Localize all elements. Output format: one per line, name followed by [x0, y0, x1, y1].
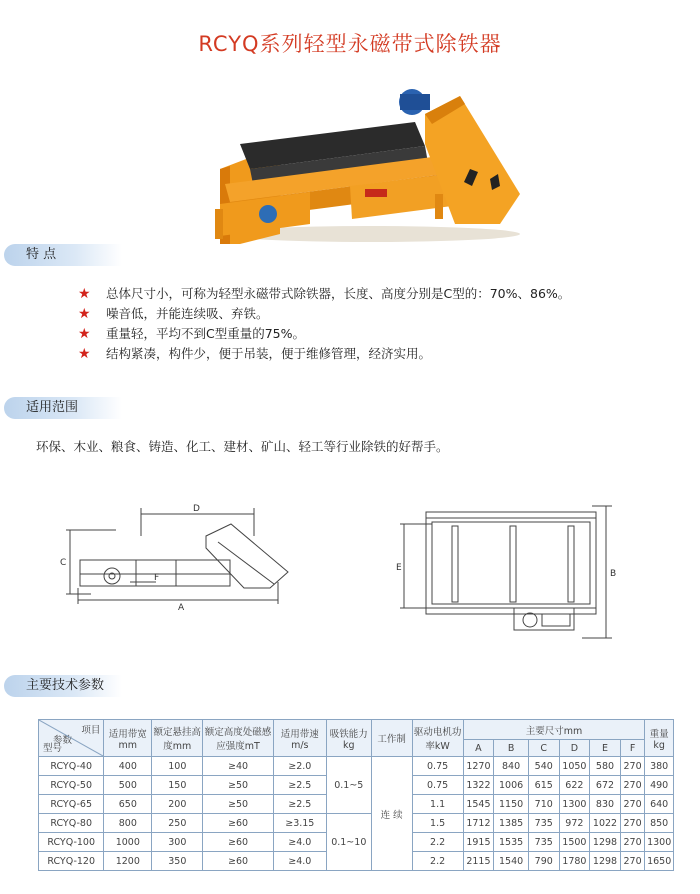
- red-star-icon: ★: [78, 286, 91, 302]
- dim-label-b: B: [610, 569, 617, 579]
- spec-table: [38, 719, 674, 871]
- dim-header-cell: C: [528, 740, 559, 757]
- feature-item: ★ 重量轻，平均不到C型重量的75%。: [78, 326, 306, 342]
- dim-label-f: F: [154, 573, 160, 583]
- red-star-icon: ★: [78, 306, 91, 322]
- table-row: RCYQ-120 1200 350 ≥60 ≥4.0 2.2 2115 1540 790 1780 1298 270 1650: [39, 852, 674, 871]
- dim-header-cell: A: [463, 740, 494, 757]
- table-row: RCYQ-65 650 200 ≥50 ≥2.5 1.1 1545 1150 710 1300 830 270 640: [39, 795, 674, 814]
- header-cell: 适用带速m/s: [273, 720, 326, 757]
- top-view-diagram: [392, 496, 624, 646]
- header-cell: 主要尺寸mm: [463, 720, 645, 740]
- page-title: RCYQ系列轻型永磁带式除铁器: [198, 32, 502, 56]
- dim-header-cell: B: [494, 740, 529, 757]
- table-row: RCYQ-40 400 100 ≥40 ≥2.0 0.1~5 连 续 0.75 1270 840 540 1050 580 270 380: [39, 757, 674, 776]
- header-cell: 额定高度处磁感应强度mT: [203, 720, 273, 757]
- scope-text: 环保、木业、粮食、铸造、化工、建材、矿山、轻工等行业除铁的好帮手。: [36, 439, 449, 454]
- dim-label-d: D: [193, 504, 200, 514]
- dim-label-c: C: [60, 558, 67, 568]
- product-photo: [200, 74, 530, 244]
- corner-header-cell: 项目 参数 型号: [39, 720, 104, 757]
- dim-label-a: A: [178, 603, 185, 613]
- feature-item: ★ 总体尺寸小，可称为轻型永磁带式除铁器，长度、高度分别是C型的：70%、86%。: [78, 286, 571, 302]
- table-row: RCYQ-50 500 150 ≥50 ≥2.5 0.75 1322 1006 615 622 672 270 490: [39, 776, 674, 795]
- capacity-cell: 0.1~5: [326, 757, 371, 814]
- dim-label-e: E: [396, 563, 402, 573]
- header-cell: 重量kg: [645, 720, 674, 757]
- header-cell: 额定悬挂高度mm: [152, 720, 203, 757]
- dim-header-cell: E: [590, 740, 621, 757]
- header-cell: 工作制: [371, 720, 412, 757]
- duty-cell: 连 续: [371, 757, 412, 871]
- header-cell: 吸铁能力kg: [326, 720, 371, 757]
- specs-section-tab: 主要技术参数: [4, 675, 122, 697]
- red-star-icon: ★: [78, 346, 91, 362]
- capacity-cell: 0.1~10: [326, 814, 371, 871]
- feature-item: ★ 噪音低，并能连续吸、弃铁。: [78, 306, 269, 322]
- features-section-tab: 特 点: [4, 244, 122, 266]
- red-star-icon: ★: [78, 326, 91, 342]
- side-view-diagram: [56, 496, 296, 616]
- header-cell: 驱动电机功率kW: [412, 720, 463, 757]
- feature-item: ★ 结构紧凑，构件少，便于吊装，便于维修管理，经济实用。: [78, 346, 432, 362]
- scope-section-tab: 适用范围: [4, 397, 122, 419]
- header-cell: 适用带宽mm: [104, 720, 152, 757]
- dim-header-cell: F: [620, 740, 645, 757]
- dim-header-cell: D: [559, 740, 590, 757]
- table-row: RCYQ-100 1000 300 ≥60 ≥4.0 2.2 1915 1535 735 1500 1298 270 1300: [39, 833, 674, 852]
- table-row: RCYQ-80 800 250 ≥60 ≥3.15 0.1~10 1.5 1712 1385 735 972 1022 270 850: [39, 814, 674, 833]
